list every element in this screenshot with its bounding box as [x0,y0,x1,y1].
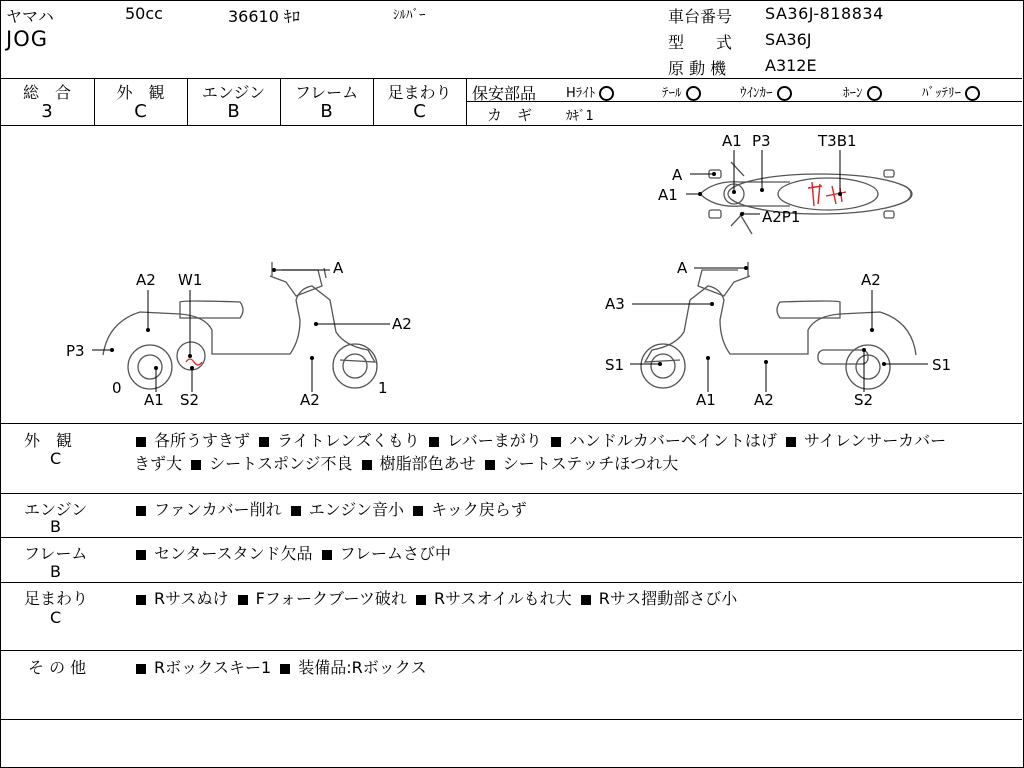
defect-item: Rサスオイルもれ大 [433,589,572,608]
safety-battery: ﾊﾞｯﾃﾘｰ [922,82,980,101]
defect-item: センタースタンド欠品 [154,544,313,563]
bullet-square-icon [238,595,248,605]
diagram-label: A1 [696,391,716,409]
safety-mid-rule [467,101,1022,102]
bullet-square-icon [485,460,495,470]
diagram-label: A [333,259,344,277]
engine-grade-value: B [227,101,240,122]
bullet-square-icon [416,595,426,605]
scooter-damage-diagram [0,126,1022,423]
defect-item: 各所うすきず [154,431,251,450]
defect-item: キック戻らず [431,500,527,519]
diagram-label: A2 [136,271,156,289]
suspension-defect-grade: C [50,608,62,627]
suspension-defects [134,586,737,609]
diagram-label: A2 [861,271,881,289]
ok-circle-icon [686,86,701,101]
bullet-square-icon [786,437,796,447]
overall-grade-value: 3 [41,101,53,122]
ok-circle-icon [777,86,792,101]
exterior-defect-label: 外 観 [24,431,73,450]
exterior-defect-grade: C [50,449,62,468]
defect-item: ライトレンズくもり [277,431,420,450]
diagram-label: A2 [754,391,774,409]
bullet-square-icon [259,437,269,447]
diagram-label: 0 [112,379,122,397]
diagram-bottom-rule [0,423,1022,424]
bullet-square-icon [322,550,332,560]
grade-top-rule [0,78,1022,79]
diagram-label: W1 [178,271,203,289]
suspension-defect-label: 足まわり [24,589,89,608]
safety-headlight: Hﾗｲﾄ [566,82,614,101]
defect-item: Rサス摺動部さび小 [598,589,738,608]
defect-item: Fフォークブーツ破れ [255,589,407,608]
model-name: JOG [6,27,48,51]
defect-item: Rボックスキー1 [154,658,272,677]
engine-defect-label: エンジン [24,500,88,519]
body-color: ｼﾙﾊﾞｰ [393,8,426,23]
bullet-square-icon [136,506,146,516]
bullet-square-icon [581,595,591,605]
frame-grade-value: B [320,101,333,122]
key-value: ｶｷﾞ1 [566,109,594,124]
suspension-grade-value: C [413,101,426,122]
defect-item: エンジン音小 [308,500,404,519]
other-defect-label: そ の 他 [28,658,87,677]
exterior-defects-line1 [134,428,946,451]
mileage: 36610 ｷﾛ [228,7,300,26]
defect-item: Rサスぬけ [154,589,229,608]
safety-winker: ｳｲﾝｶｰ [740,82,792,101]
diagram-label: S1 [932,356,952,374]
frame-defect-label: フレーム [24,544,88,563]
exterior-grade-value: C [134,101,147,122]
diagram-label: S1 [605,356,625,374]
safety-tail: ﾃｰﾙ [662,82,701,101]
safety-parts-label: 保安部品 [472,84,537,103]
diagram-label: P3 [66,342,85,360]
engine-model-value: A312E [765,56,817,75]
ok-circle-icon [599,86,614,101]
bullet-square-icon [291,506,301,516]
defect-item: 装備品:Rボックス [298,658,427,677]
bullet-square-icon [136,664,146,674]
diagram-label: A2 [300,391,320,409]
maker-name: ヤマハ [6,7,54,26]
diagram-label: A1 [722,132,742,150]
frame-defect-grade: B [50,562,61,581]
bullet-square-icon [136,595,146,605]
diagram-label: A1 [658,186,678,204]
defect-item: サイレンサーカバー [803,431,947,450]
diagram-label: A1 [144,391,164,409]
engine-model-label: 原 動 機 [668,59,727,78]
defect-item: ファンカバー削れ [154,500,282,519]
engine-defects [134,497,527,520]
frame-defects [134,541,451,564]
type-label: 型 式 [668,33,733,52]
ok-circle-icon [965,86,980,101]
bullet-square-icon [429,437,439,447]
diagram-label: A3 [605,295,625,313]
exterior-grade-label: 外 観 [116,83,165,102]
diagram-label: A2P1 [762,208,801,226]
frame-number: SA36J-818834 [765,4,884,23]
safety-horn: ﾎｰﾝ [843,82,882,101]
defect-item: フレームさび中 [339,544,452,563]
diagram-label: S2 [180,391,200,409]
defect-item: シートスポンジ不良 [209,454,353,473]
defect-item: きず大 [134,454,183,473]
engine-defect-grade: B [50,517,61,536]
defect-item: レバーまがり [446,431,542,450]
ok-circle-icon [867,86,882,101]
type-value: SA36J [765,30,812,49]
bullet-square-icon [191,460,201,470]
diagram-label: 1 [378,379,388,397]
bullet-square-icon [136,550,146,560]
defect-item: シートステッチほつれ大 [502,454,679,473]
diagram-label: T3B1 [818,132,857,150]
diagram-label: P3 [752,132,771,150]
red-damage-marking-small [186,359,202,365]
engine-grade-label: エンジン [201,83,266,102]
defect-item: ハンドルカバーペイントはげ [568,431,777,450]
defect-item: 樹脂部色あせ [379,454,476,473]
bullet-square-icon [362,460,372,470]
bullet-square-icon [136,437,146,447]
suspension-grade-label: 足まわり [387,83,452,102]
diagram-label: A2 [392,315,412,333]
frame-grade-label: フレーム [294,83,359,102]
exterior-defects-line2 [134,451,678,474]
key-label: カ ギ [487,106,533,124]
diagram-label: A [672,166,683,184]
bullet-square-icon [280,664,290,674]
other-items [134,655,427,678]
bullet-square-icon [551,437,561,447]
diagram-label: S2 [854,391,874,409]
bullet-square-icon [413,506,423,516]
overall-grade-label: 総 合 [22,83,71,102]
scooter-top-view [700,162,912,234]
frame-number-label: 車台番号 [668,7,733,26]
displacement: 50cc [125,4,163,23]
diagram-label: A [677,259,688,277]
